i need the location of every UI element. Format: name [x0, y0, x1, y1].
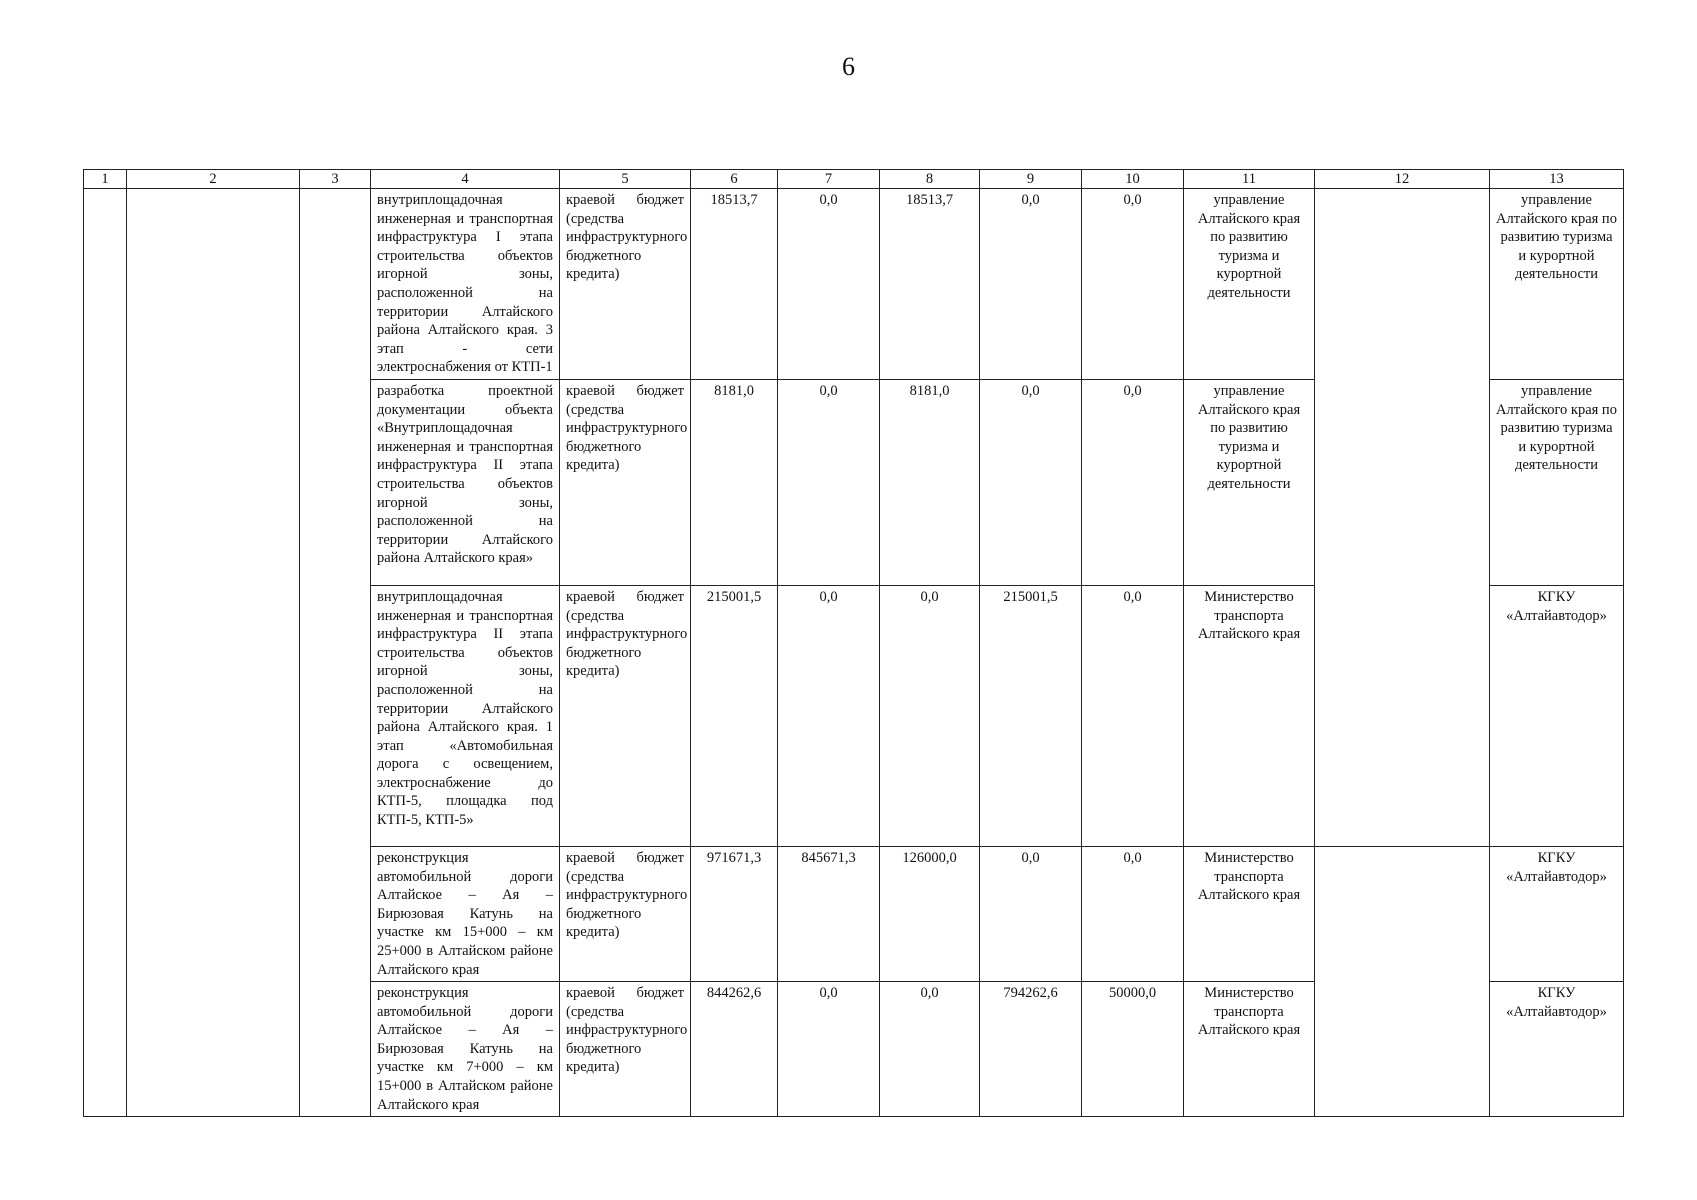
column-number: 3	[300, 170, 371, 189]
funding-source: краевой бюджет (средства инфраструктурного бюджетного кредита)	[560, 585, 691, 846]
table-row	[84, 189, 1624, 380]
amount-col-9: 215001,5	[980, 585, 1082, 846]
column-number: 11	[1184, 170, 1315, 189]
responsible-body: управление Алтайского края по развитию туризма и курортной деятельности	[1184, 379, 1315, 585]
amount-col-8: 0,0	[880, 982, 980, 1117]
column-number: 6	[691, 170, 778, 189]
amount-col-10: 0,0	[1082, 189, 1184, 380]
page-number: 6	[842, 52, 855, 81]
responsible-body: Министерство транспорта Алтайского края	[1184, 982, 1315, 1117]
measure-description: реконструкция автомобильной дороги Алтайское – Ая – Бирюзовая Катунь на участке км 15+000 – км 25+000 в Алтайском районе Алтайского края	[371, 846, 560, 981]
amount-total: 18513,7	[691, 189, 778, 380]
column-number: 4	[371, 170, 560, 189]
cell-col-12	[1315, 189, 1490, 847]
executor: КГКУ «Алтайавтодор»	[1490, 585, 1624, 846]
amount-col-7: 0,0	[778, 585, 880, 846]
cell-col-1	[84, 189, 127, 1117]
funding-source: краевой бюджет (средства инфраструктурного бюджетного кредита)	[560, 379, 691, 585]
cell-col-12	[1315, 846, 1490, 1116]
executor: КГКУ «Алтайавтодор»	[1490, 846, 1624, 981]
amount-col-7: 0,0	[778, 189, 880, 380]
cell-col-2	[127, 189, 300, 1117]
amount-col-10: 50000,0	[1082, 982, 1184, 1117]
amount-col-7: 0,0	[778, 379, 880, 585]
responsible-body: Министерство транспорта Алтайского края	[1184, 585, 1315, 846]
responsible-body: управление Алтайского края по развитию туризма и курортной деятельности	[1184, 189, 1315, 380]
amount-total: 971671,3	[691, 846, 778, 981]
responsible-body: Министерство транспорта Алтайского края	[1184, 846, 1315, 981]
amount-col-10: 0,0	[1082, 379, 1184, 585]
funding-source: краевой бюджет (средства инфраструктурного бюджетного кредита)	[560, 846, 691, 981]
column-number: 7	[778, 170, 880, 189]
measure-description: внутриплощадочная инженерная и транспортная инфраструктура I этапа строительства объектов игорной зоны, расположенной на территории Алтайского района Алтайского края. 3 этап - сети электроснабжения от КТП-1	[371, 189, 560, 380]
amount-col-10: 0,0	[1082, 846, 1184, 981]
amount-col-10: 0,0	[1082, 585, 1184, 846]
executor: управление Алтайского края по развитию туризма и курортной деятельности	[1490, 189, 1624, 380]
funding-source: краевой бюджет (средства инфраструктурного бюджетного кредита)	[560, 982, 691, 1117]
amount-col-9: 794262,6	[980, 982, 1082, 1117]
amount-col-7: 0,0	[778, 982, 880, 1117]
amount-col-8: 8181,0	[880, 379, 980, 585]
program-table	[83, 169, 1624, 1117]
amount-col-9: 0,0	[980, 379, 1082, 585]
column-number: 2	[127, 170, 300, 189]
column-number: 9	[980, 170, 1082, 189]
funding-source: краевой бюджет (средства инфраструктурного бюджетного кредита)	[560, 189, 691, 380]
cell-col-3	[300, 189, 371, 1117]
amount-col-8: 0,0	[880, 585, 980, 846]
amount-total: 844262,6	[691, 982, 778, 1117]
column-number: 5	[560, 170, 691, 189]
amount-col-7: 845671,3	[778, 846, 880, 981]
column-number: 12	[1315, 170, 1490, 189]
column-number: 1	[84, 170, 127, 189]
amount-total: 215001,5	[691, 585, 778, 846]
column-number-row	[84, 170, 1624, 189]
amount-col-8: 126000,0	[880, 846, 980, 981]
measure-description: реконструкция автомобильной дороги Алтайское – Ая – Бирюзовая Катунь на участке км 7+000 – км 15+000 в Алтайском районе Алтайского края	[371, 982, 560, 1117]
amount-col-9: 0,0	[980, 846, 1082, 981]
amount-total: 8181,0	[691, 379, 778, 585]
executor: КГКУ «Алтайавтодор»	[1490, 982, 1624, 1117]
column-number: 10	[1082, 170, 1184, 189]
measure-description: внутриплощадочная инженерная и транспортная инфраструктура II этапа строительства объектов игорной зоны, расположенной на территории Алтайского района Алтайского края. 1 этап «Автомобильная дорога с освещением, электроснабжение до КТП-5, площадка под КТП-5, КТП-5»	[371, 585, 560, 846]
column-number: 8	[880, 170, 980, 189]
measure-description: разработка проектной документации объекта «Внутриплощадочная инженерная и транспортная инфраструктура II этапа строительства объектов игорной зоны, расположенной на территории Алтайского района Алтайского края»	[371, 379, 560, 585]
column-number: 13	[1490, 170, 1624, 189]
executor: управление Алтайского края по развитию туризма и курортной деятельности	[1490, 379, 1624, 585]
amount-col-9: 0,0	[980, 189, 1082, 380]
amount-col-8: 18513,7	[880, 189, 980, 380]
